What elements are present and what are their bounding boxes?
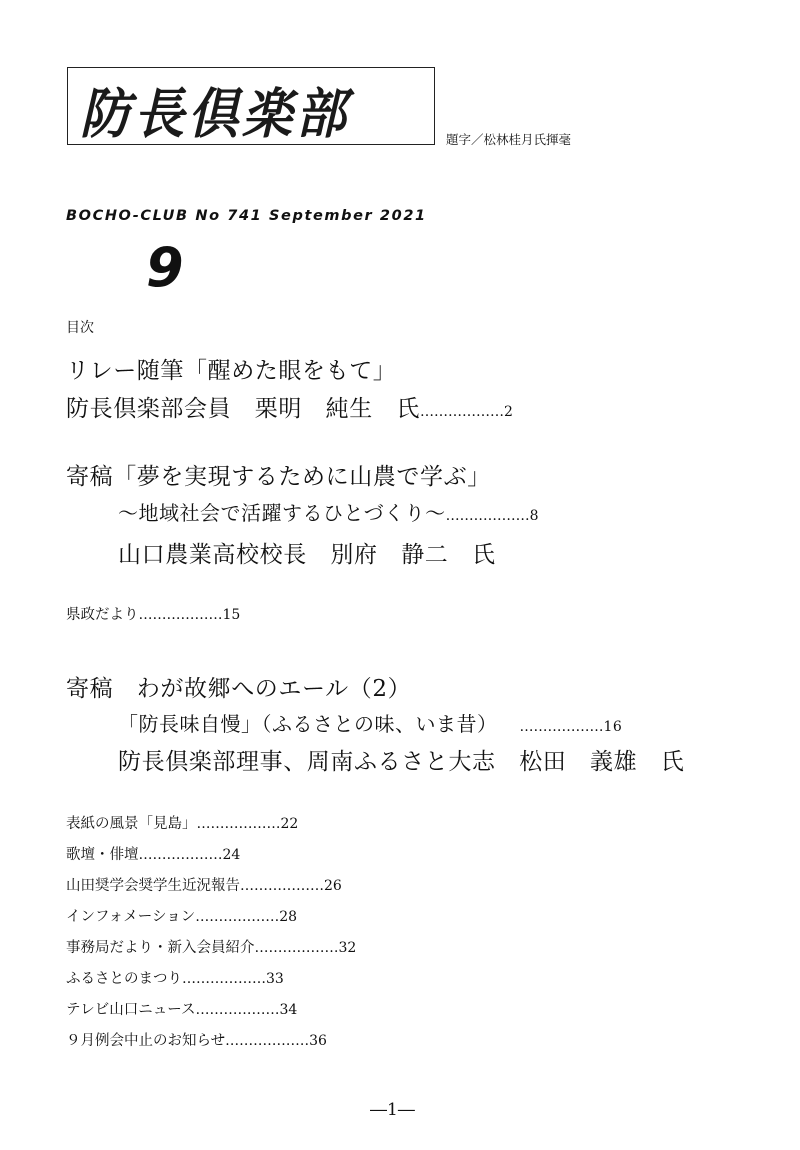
toc-contribution2-title[interactable]: 寄稿 わが故郷へのエール（2）	[66, 676, 412, 702]
toc-item-leader: ………………	[196, 816, 281, 832]
toc-item[interactable]	[66, 812, 298, 833]
toc-prefecture-leader: ………………	[138, 607, 223, 623]
issue-month: 9	[146, 236, 184, 299]
toc-item-leader: ………………	[225, 1033, 310, 1049]
page-number: ―1―	[370, 1100, 415, 1120]
toc-contribution1-author: 山口農業高校校長 別府 静二 氏	[118, 542, 496, 568]
toc-item[interactable]	[66, 967, 284, 988]
toc-item-page: 24	[222, 847, 241, 863]
toc-item-title: 表紙の風景「見島」	[66, 816, 197, 832]
toc-item[interactable]	[66, 843, 240, 864]
toc-essay-author: 防長倶楽部会員 栗明 純生 氏	[66, 396, 420, 422]
toc-item[interactable]	[66, 905, 297, 926]
toc-item-title: テレビ山口ニュース	[66, 1002, 196, 1018]
toc-essay-leader: ………………	[420, 404, 504, 420]
title-calligraphy-logo: 防長倶楽部	[80, 81, 350, 146]
toc-essay-page: 2	[504, 404, 514, 420]
title-calligraphy-box	[67, 67, 435, 145]
toc-item-page: 36	[309, 1033, 327, 1049]
toc-item-page: 26	[324, 878, 342, 894]
toc-item[interactable]	[66, 936, 356, 957]
toc-item-title: ９月例会中止のお知らせ	[66, 1033, 226, 1049]
toc-item-page: 34	[279, 1002, 298, 1018]
toc-item-leader: ………………	[182, 971, 266, 987]
toc-item-leader: ………………	[195, 909, 280, 925]
toc-item[interactable]	[66, 1029, 327, 1050]
toc-item-title: インフォメーション	[66, 909, 196, 925]
calligraphy-credit: 題字／松林桂月氏揮毫	[446, 132, 572, 147]
toc-item-page: 22	[280, 816, 299, 832]
toc-essay-title[interactable]: リレー随筆「醒めた眼をもて」	[66, 358, 397, 384]
toc-item-title: 歌壇・俳壇	[66, 847, 139, 863]
toc-contribution1-subtitle: ～地域社会で活躍するひとづくり～	[118, 501, 446, 525]
toc-item[interactable]	[66, 874, 342, 895]
toc-item-page: 28	[279, 909, 298, 925]
toc-heading: 目次	[66, 320, 94, 336]
toc-contribution2-author: 防長倶楽部理事、周南ふるさと大志 松田 義雄 氏	[118, 749, 685, 775]
toc-contribution2-leader: ………………	[519, 719, 604, 735]
toc-contribution2-page: 16	[603, 719, 623, 735]
toc-contribution1-subtitle-line[interactable]	[118, 497, 539, 526]
toc-item-leader: ………………	[254, 940, 339, 956]
toc-essay-author-line[interactable]	[66, 390, 514, 423]
toc-contribution1-page: 8	[529, 508, 540, 524]
toc-item-leader: ………………	[240, 878, 324, 894]
toc-item-page: 33	[266, 971, 284, 987]
toc-item-title: 山田奨学会奨学生近況報告	[66, 878, 240, 894]
issue-line: BOCHO-CLUB No 741 September 2021	[66, 208, 427, 224]
toc-item-page: 32	[338, 940, 357, 956]
toc-item-leader: ………………	[195, 1002, 280, 1018]
toc-contribution1-title[interactable]: 寄稿「夢を実現するために山農で学ぶ」	[66, 464, 491, 490]
toc-contribution2-subtitle: 「防長味自慢」（ふるさとの味、いま昔）	[118, 712, 498, 736]
toc-item-title: ふるさとのまつり	[66, 971, 182, 987]
toc-prefecture-page: 15	[222, 607, 241, 623]
toc-contribution2-subtitle-line[interactable]	[118, 708, 622, 737]
toc-prefecture-title: 県政だより	[66, 607, 139, 623]
toc-item-title: 事務局だより・新入会員紹介	[66, 940, 255, 956]
toc-item-leader: ………………	[138, 847, 223, 863]
toc-contribution1-leader: ………………	[445, 508, 530, 524]
toc-prefecture-line[interactable]	[66, 603, 240, 624]
toc-item[interactable]	[66, 998, 297, 1019]
